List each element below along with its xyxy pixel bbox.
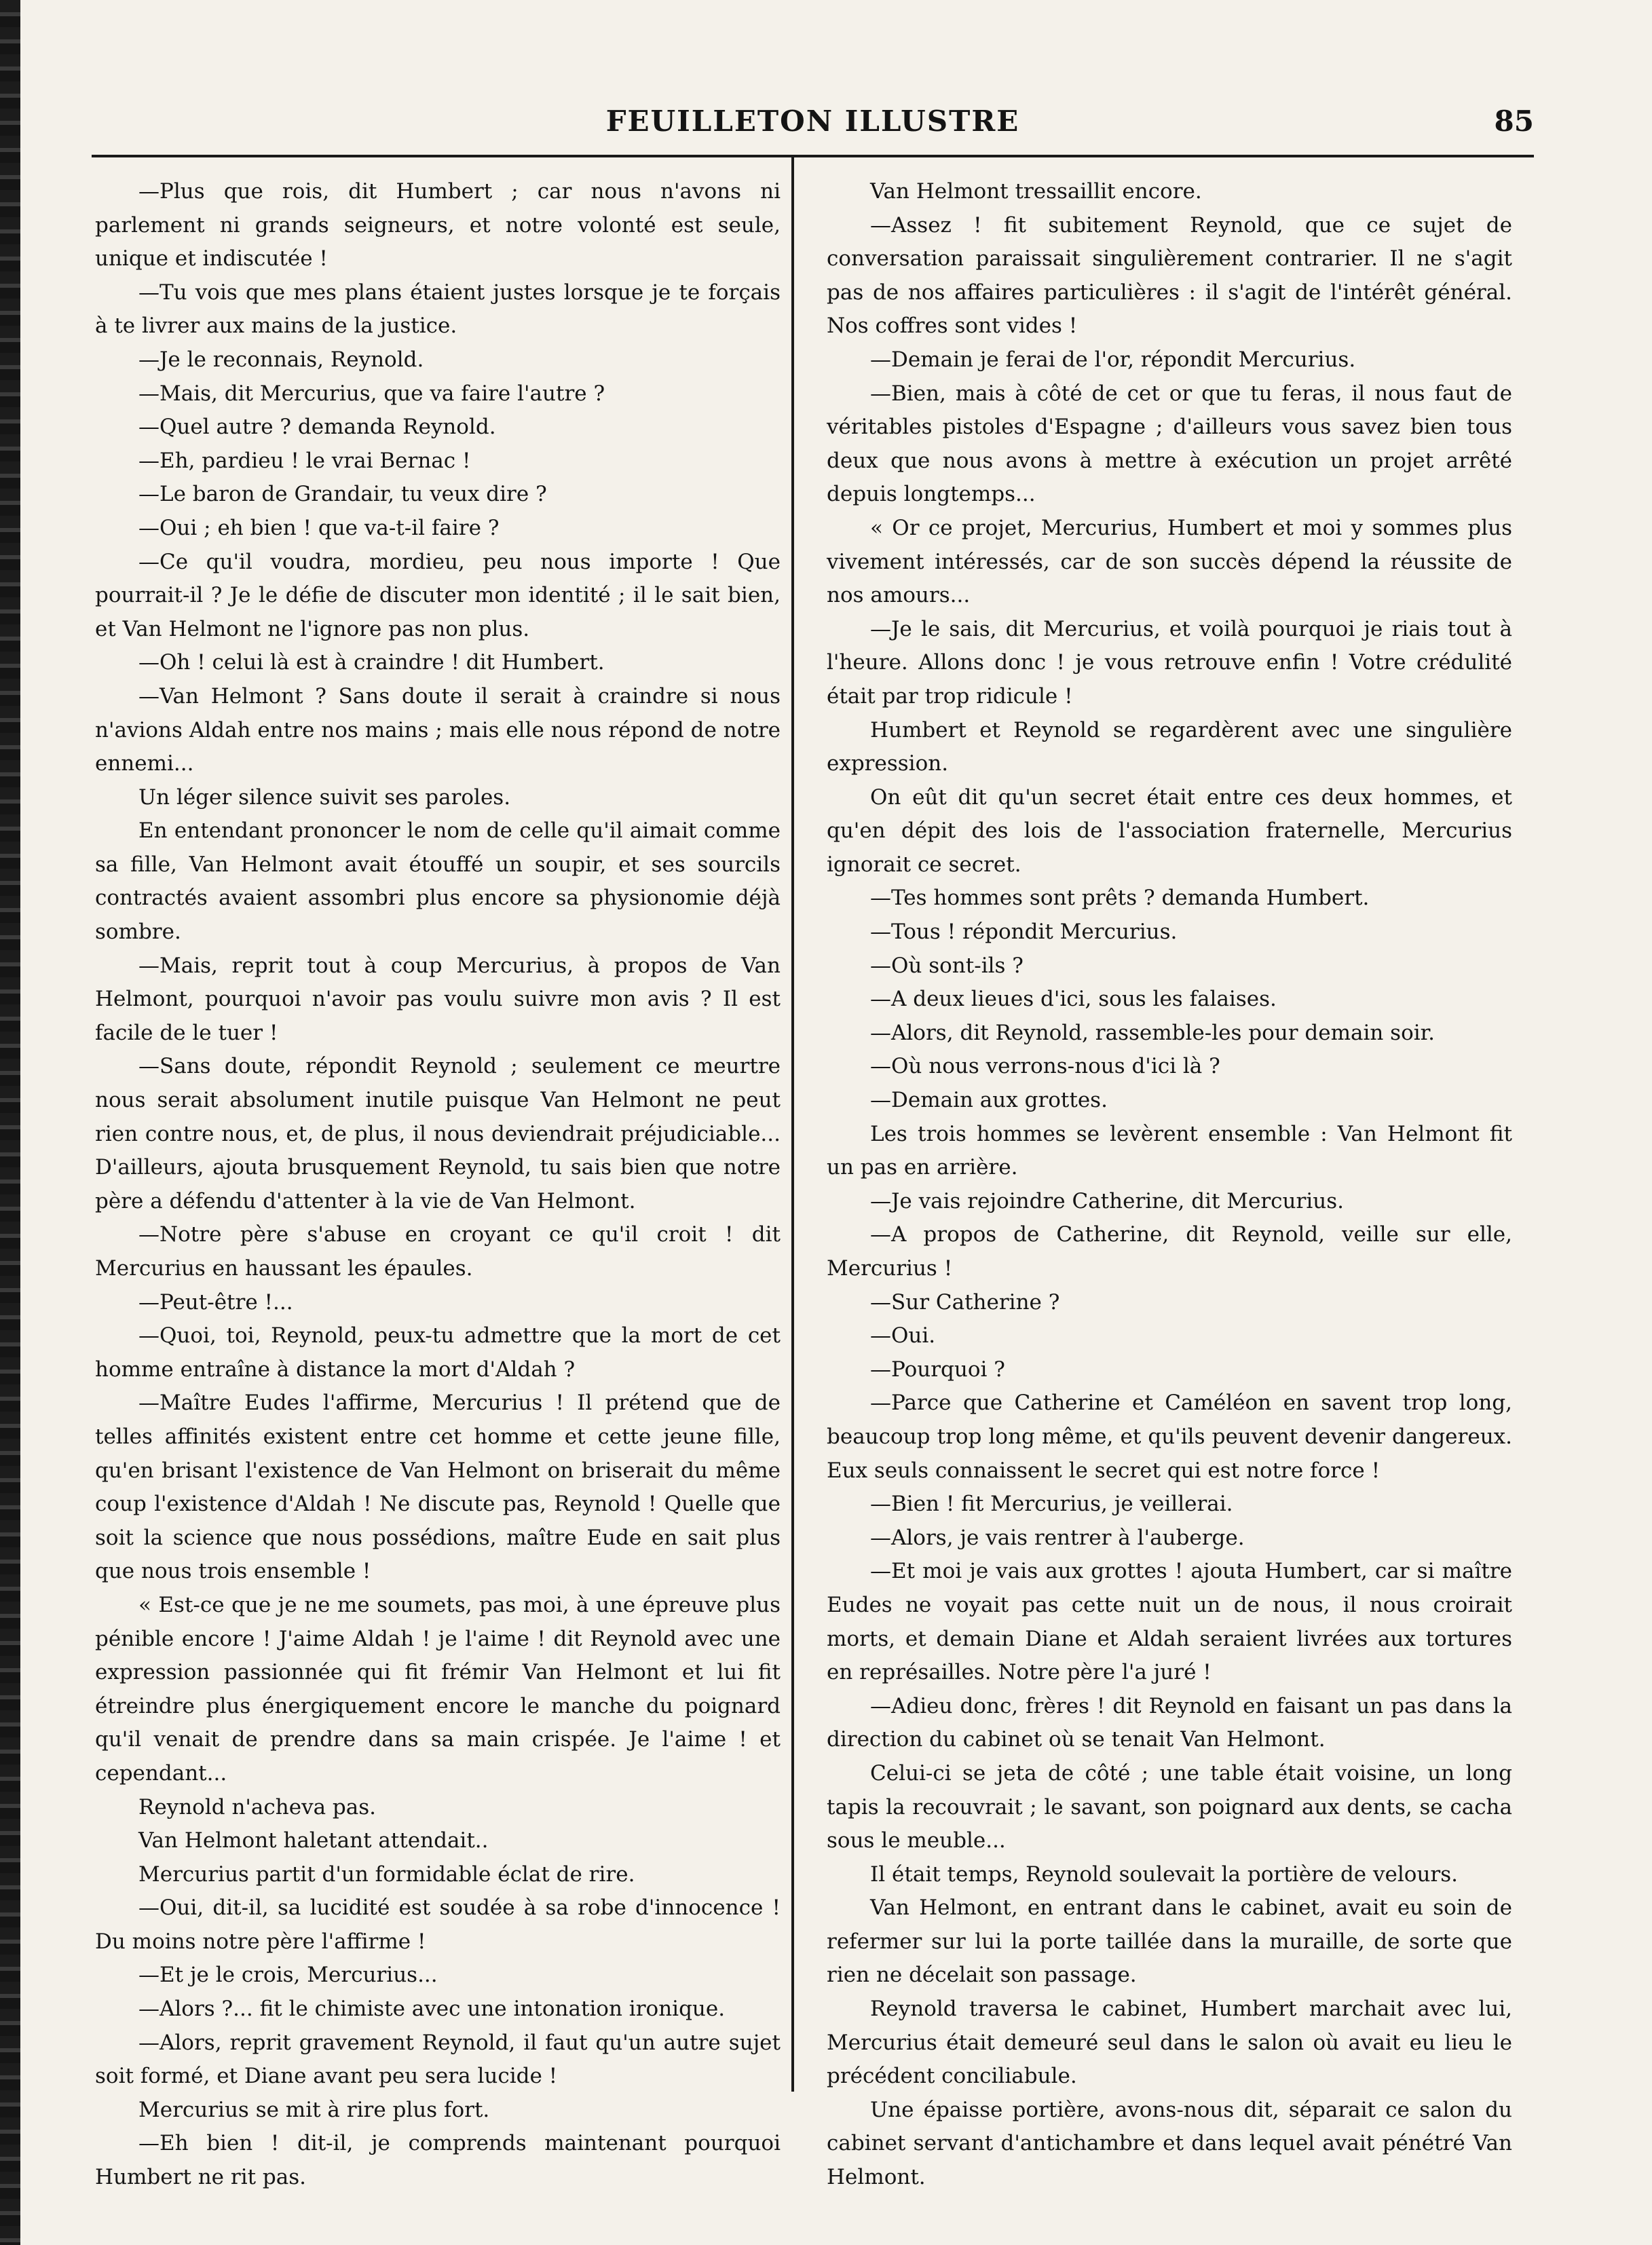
paragraph: —A deux lieues d'ici, sous les falaises. <box>870 987 1277 1012</box>
paragraph: —Maître Eudes l'affirme, Mercurius ! Il prétend que de telles affinités existent entre cet homme et cette jeune fille, qu'en brisant l'existence de Van Helmont on briserait du même coup l'existence d'Aldah ! Ne discute pas, Reynold ! Quelle que soit la science que nous possédions, maître Eude en sait plus que nous trois ensemble ! <box>95 1391 781 1584</box>
paragraph: On eût dit qu'un secret était entre ces deux hommes, et qu'en dépit des lois de l'association fraternelle, Mercurius ignorait ce secret. <box>827 785 1512 877</box>
paragraph: Celui-ci se jeta de côté ; une table était voisine, un long tapis la recouvrait ; le savant, son poignard aux dents, se cacha sous le meuble... <box>827 1760 1512 1853</box>
paragraph: —Je le reconnais, Reynold. <box>138 347 424 372</box>
paragraph: —Quoi, toi, Reynold, peux-tu admettre que la mort de cet homme entraîne à distance la mort d'Aldah ? <box>95 1323 781 1382</box>
paragraph: —Où nous verrons-nous d'ici là ? <box>870 1054 1220 1079</box>
paragraph: —Oh ! celui là est à craindre ! dit Humbert. <box>138 650 605 675</box>
paragraph: —Alors ?... fit le chimiste avec une intonation ironique. <box>138 1997 726 2022</box>
paragraph: Les trois hommes se levèrent ensemble : Van Helmont fit un pas en arrière. <box>827 1121 1512 1180</box>
page-number: 85 <box>1494 105 1534 138</box>
paragraph: « Or ce projet, Mercurius, Humbert et moi y sommes plus vivement intéressés, car de son succès dépend la réussite de nos amours... <box>827 515 1512 608</box>
paragraph: —Oui. <box>870 1323 936 1348</box>
paragraph: —Quel autre ? demanda Reynold. <box>138 415 496 440</box>
paragraph: Un léger silence suivit ses paroles. <box>138 785 511 810</box>
paragraph: Van Helmont tressaillit encore. <box>870 179 1202 204</box>
paragraph: —Ce qu'il voudra, mordieu, peu nous importe ! Que pourrait-il ? Je le défie de discuter mon identité ; il le sait bien, et Van Helmont ne l'ignore pas non plus. <box>95 549 781 641</box>
paragraph: « Est-ce que je ne me soumets, pas moi, à une épreuve plus pénible encore ! J'aime Aldah ! je l'aime ! dit Reynold avec une expression passionnée qui fit frémir Van Helmont et lui fit étreindre plus énergiquement encore le manche du poignard qu'il venait de prendre dans sa main crispée. Je l'aime ! et cependant... <box>95 1592 781 1786</box>
paragraph: —Bien, mais à côté de cet or que tu feras, il nous faut de véritables pistoles d'Espagne ; d'ailleurs vous savez bien tous deux que nous avons à mettre à exécution un projet arrêté depuis longtemps... <box>827 381 1512 507</box>
left-column <box>95 175 781 2195</box>
paragraph: Une épaisse portière, avons-nous dit, séparait ce salon du cabinet servant d'antichambre et dans lequel avait pénétré Van Helmont. <box>827 2097 1512 2190</box>
paragraph: —Oui, dit-il, sa lucidité est soudée à sa robe d'innocence ! Du moins notre père l'affirme ! <box>95 1895 781 1954</box>
paragraph: —Bien ! fit Mercurius, je veillerai. <box>870 1492 1233 1517</box>
paragraph: —Tes hommes sont prêts ? demanda Humbert. <box>870 886 1370 911</box>
paragraph: —Le baron de Grandair, tu veux dire ? <box>138 482 547 507</box>
paragraph: Van Helmont haletant attendait.. <box>138 1828 489 1853</box>
running-title: FEUILLETON ILLUSTRE <box>605 105 1020 138</box>
paragraph: —Je vais rejoindre Catherine, dit Mercurius. <box>870 1188 1344 1213</box>
header-rule <box>92 155 1534 157</box>
paragraph: Mercurius se mit à rire plus fort. <box>138 2097 490 2122</box>
paragraph: —Alors, je vais rentrer à l'auberge. <box>870 1525 1245 1550</box>
paragraph: —Mais, dit Mercurius, que va faire l'autre ? <box>138 381 605 406</box>
paragraph: —Eh bien ! dit-il, je comprends maintenant pourquoi Humbert ne rit pas. <box>95 2131 781 2190</box>
paragraph: —A propos de Catherine, dit Reynold, veille sur elle, Mercurius ! <box>827 1222 1512 1281</box>
paragraph: —Parce que Catherine et Caméléon en savent trop long, beaucoup trop long même, et qu'ils peuvent devenir dangereux. Eux seuls connaissent le secret qui est notre force ! <box>827 1391 1512 1483</box>
paragraph: —Je le sais, dit Mercurius, et voilà pourquoi je riais tout à l'heure. Allons donc ! je vous retrouve enfin ! Votre crédulité était par trop ridicule ! <box>827 616 1512 709</box>
paragraph: —Demain aux grottes. <box>870 1088 1108 1113</box>
paragraph: —Alors, reprit gravement Reynold, il faut qu'un autre sujet soit formé, et Diane avant peu sera lucide ! <box>95 2030 781 2089</box>
paragraph: —Tous ! répondit Mercurius. <box>870 920 1178 945</box>
paragraph: —Van Helmont ? Sans doute il serait à craindre si nous n'avions Aldah entre nos mains ; mais elle nous répond de notre ennemi... <box>95 683 781 776</box>
paragraph: —Mais, reprit tout à coup Mercurius, à propos de Van Helmont, pourquoi n'avoir pas voulu suivre mon avis ? Il est facile de le tuer ! <box>95 953 781 1045</box>
paragraph: —Sur Catherine ? <box>870 1289 1060 1315</box>
paragraph: —Et moi je vais aux grottes ! ajouta Humbert, car si maître Eudes ne voyait pas cette nuit un de nous, il nous croirait morts, et demain Diane et Aldah seraient livrées aux tortures en représailles. Notre père l'a juré ! <box>827 1559 1512 1685</box>
paragraph: —Alors, dit Reynold, rassemble-les pour demain soir. <box>870 1020 1435 1045</box>
paragraph: Il était temps, Reynold soulevait la portière de velours. <box>870 1862 1458 1887</box>
page-header <box>92 100 1534 148</box>
right-column <box>827 175 1512 2195</box>
paragraph: —Peut-être !... <box>138 1289 293 1315</box>
paragraph: Reynold n'acheva pas. <box>138 1794 377 1819</box>
paragraph: —Plus que rois, dit Humbert ; car nous n'avons ni parlement ni grands seigneurs, et notre volonté est seule, unique et indiscutée ! <box>95 179 781 271</box>
paragraph: —Où sont-ils ? <box>870 953 1024 978</box>
paragraph: —Notre père s'abuse en croyant ce qu'il croit ! dit Mercurius en haussant les épaules. <box>95 1222 781 1281</box>
column-divider <box>791 157 794 2092</box>
paragraph: —Assez ! fit subitement Reynold, que ce sujet de conversation paraissait singulièrement contrarier. Il ne s'agit pas de nos affaires particulières : il s'agit de l'intérêt général. Nos coffres sont vides ! <box>827 212 1512 339</box>
paragraph: —Et je le crois, Mercurius... <box>138 1963 438 1988</box>
paragraph: Van Helmont, en entrant dans le cabinet, avait eu soin de refermer sur lui la porte taillée dans la muraille, de sorte que rien ne décelait son passage. <box>827 1895 1512 1988</box>
paragraph: —Demain je ferai de l'or, répondit Mercurius. <box>870 347 1356 372</box>
paragraph: En entendant prononcer le nom de celle qu'il aimait comme sa fille, Van Helmont avait étouffé un soupir, et ses sourcils contractés avaient assombri plus encore sa physionomie déjà sombre. <box>95 818 781 945</box>
paragraph: —Pourquoi ? <box>870 1357 1005 1382</box>
page-binding-edge <box>0 0 20 2245</box>
paragraph: —Sans doute, répondit Reynold ; seulement ce meurtre nous serait absolument inutile puisque Van Helmont ne peut rien contre nous, et, de plus, il nous deviendrait préjudiciable... D'ailleurs, ajouta brusquement Reynold, tu sais bien que notre père a défendu d'attenter à la vie de Van Helmont. <box>95 1054 781 1213</box>
paragraph: Humbert et Reynold se regardèrent avec une singulière expression. <box>827 717 1512 776</box>
paragraph: —Adieu donc, frères ! dit Reynold en faisant un pas dans la direction du cabinet où se tenait Van Helmont. <box>827 1693 1512 1752</box>
paragraph: —Oui ; eh bien ! que va-t-il faire ? <box>138 515 500 540</box>
paragraph: —Eh, pardieu ! le vrai Bernac ! <box>138 448 471 473</box>
paragraph: —Tu vois que mes plans étaient justes lorsque je te forçais à te livrer aux mains de la justice. <box>95 280 781 339</box>
paragraph: Mercurius partit d'un formidable éclat de rire. <box>138 1862 635 1887</box>
paragraph: Reynold traversa le cabinet, Humbert marchait avec lui, Mercurius était demeuré seul dans le salon où avait eu lieu le précédent conciliabule. <box>827 1997 1512 2089</box>
